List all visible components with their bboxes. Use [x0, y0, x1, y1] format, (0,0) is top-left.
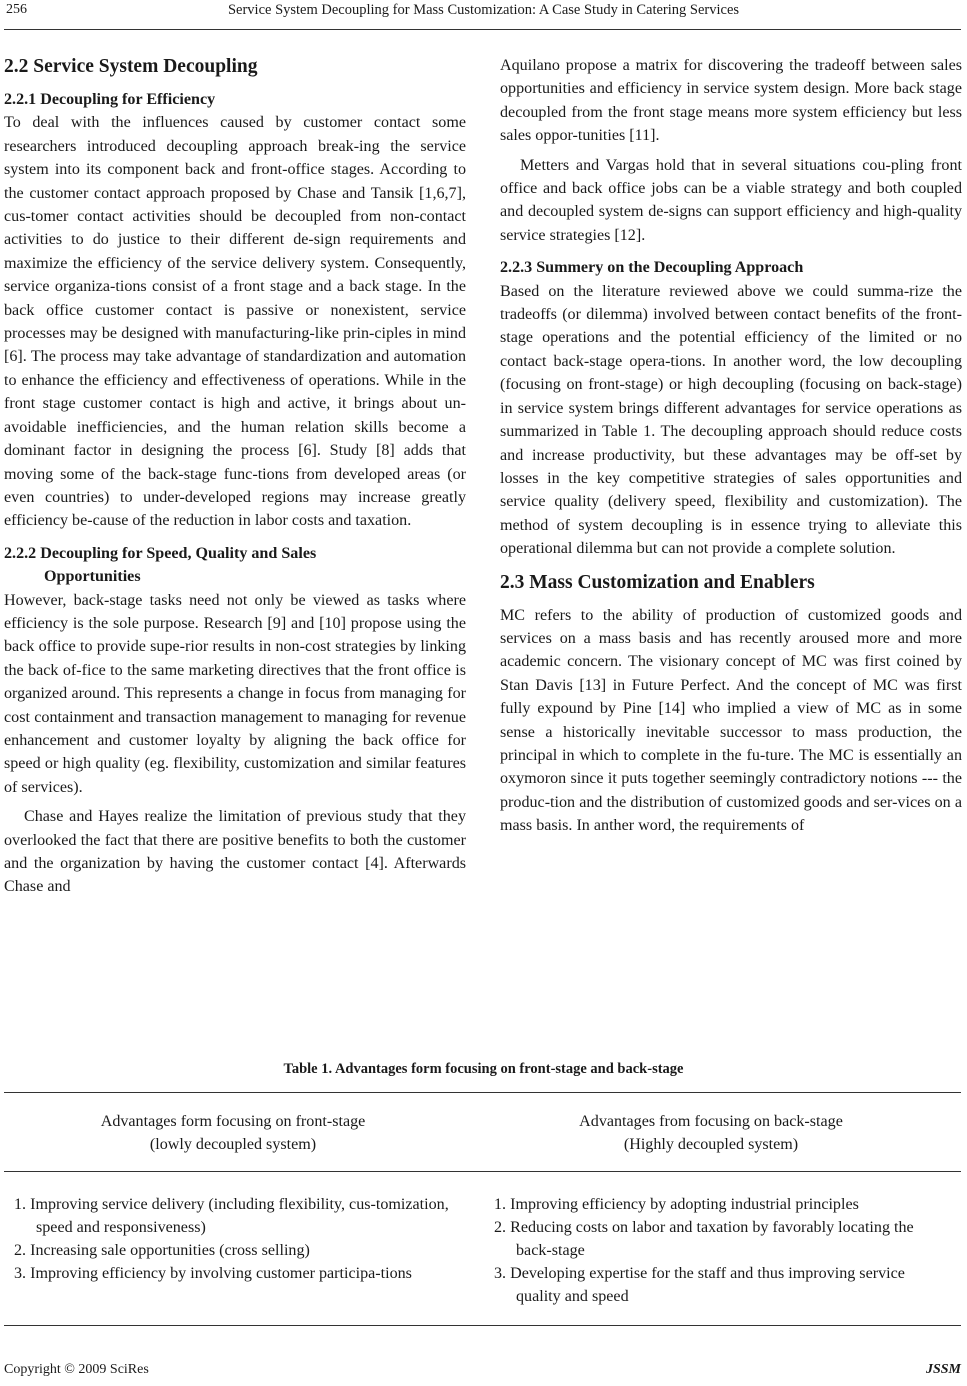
- page-number: 256: [6, 2, 27, 17]
- paragraph: Based on the literature reviewed above we could summa-rize the tradeoffs (or dilemma) involved between contact benefits of the front-stage operations and the potential efficiency of the limited or no contact back-stage opera-tions. In another word, the low decoupling (focusing on front-stage) or high decoupling (focusing on back-stage) in service system brings different advantages for service operations as summarized in Table 1. The decoupling approach should reduce costs and increase productivity, but these advantages may be off-set by losses in the key competitive strategies of sales opportunities and service quality (delivery speed, flexibility and customization). The method of system decoupling is in essence trying to alleviate this operational dilemma but can not provide a complete solution.: [500, 282, 962, 558]
- section-heading-2-3: 2.3 Mass Customization and Enablers: [500, 571, 815, 593]
- header-line: Advantages from focusing on back-stage: [579, 1113, 843, 1130]
- table-bottom-rule: [4, 1325, 961, 1326]
- subsection-heading-2-2-1: 2.2.1 Decoupling for Efficiency: [4, 91, 216, 108]
- header-line: Advantages form focusing on front-stage: [100, 1113, 366, 1130]
- table-list-item: 1. Improving service delivery (including flexibility, cus-tomization, speed and responsiveness): [14, 1196, 449, 1236]
- table-top-rule: [4, 1092, 961, 1093]
- table-mid-rule: [4, 1171, 961, 1172]
- header-rule: [4, 29, 961, 30]
- paragraph: To deal with the influences caused by customer contact some researchers introduced decoupling approach break-ing the service system into its component back and front-office stages. According to the customer contact approach proposed by Chase and Tansik [1,6,7], cus-tomer contact activities should be decoupled from non-contact activities to do justice to their different de-sign requirements and maximize the efficiency of the service delivery system. Consequently, service organiza-tions consist of a front stage and a back stage. In the back office customer contact is passive or nonexistent, service processes may be designed with manufacturing-like prin-ciples in mind [6]. The process may take advantage of standardization and automation to enhance the efficiency and effectiveness of operations. While in the front stage customer contact is high and active, it brings about un-avoidable inefficiencies, and the human relation skills become a dominant factor in designing the process [6]. Study [8] adds that moving some of the back-stage func-tions from developed areas (or even countries) to under-developed regions may increase greatly efficiency be-cause of the reduction in labor costs and taxation.: [4, 114, 466, 530]
- paragraph: Aquilano propose a matrix for discovering the tradeoff between sales opportunities and efficiency in service system design. More back stage decoupled from the front stage means more system efficiency but less sales oppor-tunities [11].: [500, 57, 962, 145]
- subsection-heading-2-2-2: [4, 542, 466, 589]
- left-column: [4, 54, 466, 899]
- paragraph: Chase and Hayes realize the limitation of previous study that they overlooked the fact that there are positive benefits to both the customer and the organization by having the customer contact [4]. Afterwards Chase and: [4, 808, 466, 896]
- paragraph: MC refers to the ability of production of customized goods and services on a mass basis and has recently aroused more and more academic concern. The visionary concept of MC was first coined by Stan Davis [13] in Future Perfect. And the concept of MC was first fully expound by Pine [14] who implied a view of MC as in some sense a historically inevitable successor to mass production, the principal in which to complete in the fu-ture. The MC is essentially an oxymoron since it puts together seemingly contradictory notions --- the produc-tion and the distribution of customized goods and ser-vices on a mass basis. In anther word, the requirements of: [500, 606, 962, 835]
- header-line: (lowly decoupled system): [149, 1136, 317, 1153]
- table-caption: Table 1. Advantages form focusing on front-stage and back-stage: [283, 1061, 684, 1077]
- header-line: (Highly decoupled system): [623, 1136, 799, 1153]
- copyright-notice: Copyright © 2009 SciRes: [4, 1362, 149, 1377]
- table-list-item: 2. Reducing costs on labor and taxation by favorably locating the back-stage: [494, 1219, 914, 1259]
- journal-name: JSSM: [925, 1362, 961, 1377]
- table-list-item: 1. Improving efficiency by adopting industrial principles: [494, 1196, 859, 1213]
- right-column: [500, 54, 962, 838]
- table-header-back-stage: [482, 1110, 940, 1156]
- running-title: Service System Decoupling for Mass Customization: A Case Study in Catering Services: [227, 2, 740, 18]
- page-header: [0, 0, 967, 30]
- paragraph: However, back-stage tasks need not only be viewed as tasks where efficiency is the sole purpose. Research [9] and [10] propose using the back office to provide supe-rior results in non-cost strategies by linking the back of-fice to the same marketing directives that the front office is organized around. This represents a change in focus from managing for cost containment and transaction management to managing for revenue enhancement and customer loyalty by aligning the back office for speed or high quality (eg. flexibility, customization and similar features of services).: [4, 591, 466, 796]
- paragraph: Metters and Vargas hold that in several situations cou-pling front office and back office jobs can be a viable strategy and both coupled and decoupled system de-signs can support efficiency and high-quality service strategies [12].: [500, 156, 962, 244]
- section-heading-2-2: 2.2 Service System Decoupling: [4, 56, 258, 77]
- table-header-front-stage: [4, 1110, 462, 1156]
- subsection-heading-2-2-3: 2.2.3 Summery on the Decoupling Approach: [500, 259, 804, 277]
- heading-line: Opportunities: [44, 568, 141, 586]
- table-body-front-stage: [14, 1193, 462, 1285]
- table-list-item: 2. Increasing sale opportunities (cross selling): [14, 1242, 310, 1259]
- table-body-back-stage: [494, 1193, 946, 1308]
- table-list-item: 3. Developing expertise for the staff and thus improving service quality and speed: [494, 1265, 905, 1305]
- heading-line: 2.2.2 Decoupling for Speed, Quality and Sales: [4, 544, 317, 562]
- table-list-item: 3. Improving efficiency by involving customer participa-tions: [14, 1265, 412, 1282]
